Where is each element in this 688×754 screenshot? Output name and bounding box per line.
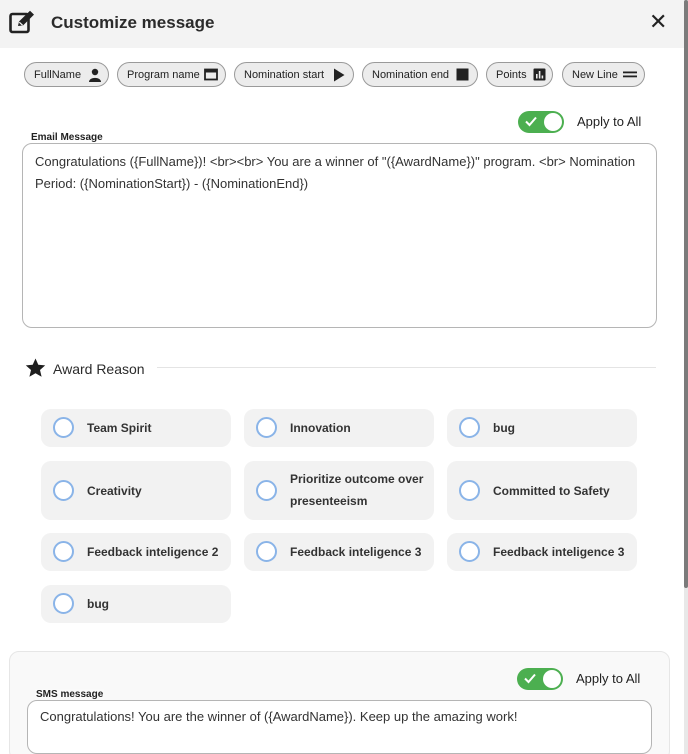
toggle-knob — [543, 670, 561, 688]
award-reason-option[interactable] — [41, 409, 231, 447]
scrollbar-thumb[interactable] — [684, 0, 688, 588]
close-icon[interactable]: ✕ — [649, 9, 668, 34]
award-reason-label: bug — [87, 597, 109, 611]
award-reason-label: Prioritize outcome over presenteeism — [290, 472, 424, 508]
radio-button[interactable] — [256, 480, 277, 501]
award-reason-label: Team Spirit — [87, 421, 152, 435]
chip-label: FullName — [34, 68, 82, 81]
section-divider — [157, 367, 656, 368]
chip-program-name[interactable] — [117, 62, 226, 87]
chip-label: New Line — [572, 68, 618, 81]
email-message-textarea[interactable]: Congratulations ({FullName})! <br><br> You are a winner of "({AwardName})" program. <br> Nomination Period: ({NominationStart}) - ({NominationEnd}) — [22, 143, 657, 328]
stop-icon — [456, 68, 469, 81]
radio-button[interactable] — [256, 541, 277, 562]
chip-label: Points — [496, 68, 527, 81]
award-reason-label: bug — [493, 421, 515, 435]
award-reason-option[interactable] — [41, 585, 231, 623]
sms-message-label: SMS message — [36, 689, 104, 700]
award-reason-option[interactable] — [447, 533, 637, 571]
bar-chart-icon — [533, 68, 546, 81]
award-reason-label: Committed to Safety — [493, 484, 610, 498]
award-reason-option[interactable] — [41, 461, 231, 520]
sms-apply-all-label: Apply to All — [576, 671, 641, 686]
award-reason-label: Feedback inteligence 2 — [87, 545, 219, 559]
star-icon — [25, 358, 46, 378]
check-icon — [523, 671, 537, 685]
award-reason-label: Innovation — [290, 421, 351, 435]
dialog-title: Customize message — [51, 13, 215, 32]
toggle-knob — [544, 113, 562, 131]
radio-button[interactable] — [459, 417, 480, 438]
dialog-header — [0, 0, 684, 48]
award-reason-label: Feedback inteligence 3 — [290, 545, 422, 559]
window-icon — [204, 68, 218, 81]
person-icon — [88, 68, 102, 82]
chip-label: Nomination end — [372, 68, 450, 81]
chip-points[interactable] — [486, 62, 553, 87]
award-reason-label: Feedback inteligence 3 — [493, 545, 625, 559]
award-reason-title: Award Reason — [53, 361, 145, 377]
award-reason-label: Creativity — [87, 484, 142, 498]
radio-button[interactable] — [53, 417, 74, 438]
radio-button[interactable] — [53, 480, 74, 501]
email-apply-all-label: Apply to All — [577, 114, 642, 129]
chip-nomination-end[interactable] — [362, 62, 478, 87]
chip-label: Nomination start — [244, 68, 325, 81]
award-reason-option[interactable] — [244, 533, 434, 571]
email-message-label: Email Message — [31, 132, 103, 143]
radio-button[interactable] — [459, 541, 480, 562]
chip-new-line[interactable] — [562, 62, 645, 87]
award-reason-option[interactable] — [447, 461, 637, 520]
chip-fullname[interactable] — [24, 62, 109, 87]
radio-button[interactable] — [256, 417, 277, 438]
sms-apply-all-toggle[interactable] — [517, 668, 563, 690]
radio-button[interactable] — [53, 593, 74, 614]
radio-button[interactable] — [53, 541, 74, 562]
email-apply-all-toggle[interactable] — [518, 111, 564, 133]
chip-nomination-start[interactable] — [234, 62, 354, 87]
edit-icon — [9, 10, 35, 34]
award-reason-option[interactable] — [41, 533, 231, 571]
award-reason-option[interactable] — [447, 409, 637, 447]
chip-label: Program name — [127, 68, 200, 81]
play-icon — [333, 68, 345, 82]
sms-message-textarea[interactable]: Congratulations! You are the winner of ({AwardName}). Keep up the amazing work! — [27, 700, 652, 754]
check-icon — [524, 114, 538, 128]
radio-button[interactable] — [459, 480, 480, 501]
scrollbar[interactable] — [684, 0, 688, 754]
lines-icon — [623, 68, 637, 80]
award-reason-option[interactable] — [244, 461, 434, 520]
award-reason-option[interactable] — [244, 409, 434, 447]
